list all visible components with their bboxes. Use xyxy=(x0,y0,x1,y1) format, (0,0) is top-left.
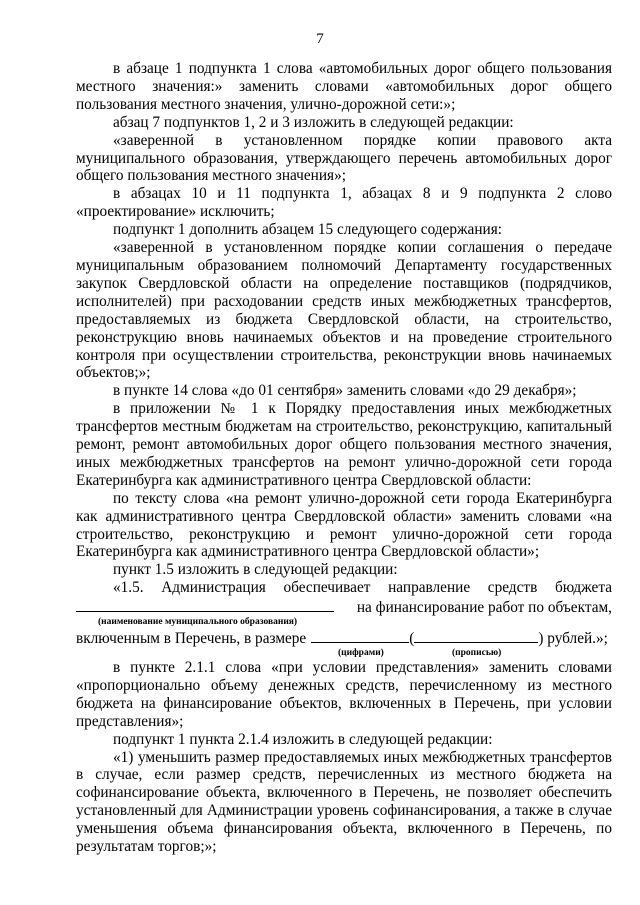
paragraph: по тексту слова «на ремонт улично-дорожной сети города Екатеринбурга как административного центра Свердловской области» заменить словами «на строительство, реконструкцию и ремонт улично-дорожной сети города Екатеринбурга как административного центра Свердловской области»; xyxy=(76,489,612,561)
page-number: 7 xyxy=(316,31,324,47)
paragraph: в абзаце 1 подпункта 1 слова «автомобильных дорог общего пользования местного значения:» заменить словами «автомобильных дорог общего пользования местного значения, улично-дорожной сети:»; xyxy=(76,60,612,113)
form-line-amount xyxy=(76,628,612,648)
paragraph: подпункт 1 пункта 2.1.4 изложить в следующей редакции: xyxy=(113,730,493,748)
paragraph: «1) уменьшить размер предоставляемых иных межбюджетных трансфертов в случае, если размер средств, перечисленных из местного бюджета на софинансирование объекта, включенного в Перечень, не позволяет обеспечить установленный для Администрации уровень софинансирования, а также в случае уменьшения объема финансирования объекта, включенного в Перечень, по результатам торгов;»; xyxy=(76,748,612,856)
caption-municipality: (наименование муниципального образования) xyxy=(98,617,298,628)
municipality-blank xyxy=(76,597,334,612)
paren-open: ( xyxy=(409,630,415,648)
form-line-municipality xyxy=(76,597,612,617)
caption-digits: (цифрами) xyxy=(338,648,384,658)
form-line-administration: «1.5. Администрация обеспечивает направление средств бюджета xyxy=(113,579,612,597)
amount-digits-blank xyxy=(311,628,409,643)
paragraph: абзац 7 подпунктов 1, 2 и 3 изложить в следующей редакции: xyxy=(113,113,514,131)
paragraph: подпункт 1 дополнить абзацем 15 следующего содержания: xyxy=(113,221,503,239)
paragraph: в пункте 14 слова «до 01 сентября» заменить словами «до 29 декабря»; xyxy=(113,382,577,400)
paragraph: в приложении № 1 к Порядку предоставления иных межбюджетных трансфертов местным бюджетам на строительство, реконструкцию, капитальный ремонт, ремонт автомобильных дорог общего пользования местного значения, иных межбюджетных трансфертов на ремонт улично-дорожной сети города Екатеринбурга как административного центра Свердловской области: xyxy=(76,400,612,489)
paragraph: «заверенной в установленном порядке копии правового акта муниципального образования, утверждающего перечень автомобильных дорог общего пользования местного значения»; xyxy=(76,131,612,185)
document-body xyxy=(76,60,612,856)
form-line-financing: на финансирование работ по объектам, xyxy=(356,599,612,617)
paragraph: в абзацах 10 и 11 подпункта 1, абзацах 8 и 9 подпункта 2 слово «проектирование» исключить; xyxy=(76,185,612,221)
amount-suffix: ) рублей.»; xyxy=(538,630,608,648)
paragraph: «заверенной в установленном порядке копии соглашения о передаче муниципальным образованием полномочий Департаменту государственных закупок Свердловской области на определение поставщиков (подрядчиков, исполнителей) при расходовании средств иных межбюджетных трансфертов, предоставляемых из бюджета Свердловской области, на строительство, реконструкцию вновь начинаемых объектов и на проведение строительного контроля при осуществлении строительства, реконструкции вновь начинаемых объектов;»; xyxy=(76,239,612,382)
form-template xyxy=(76,579,612,659)
paragraph: в пункте 2.1.1 слова «при условии представления» заменить словами «пропорционально объему денежных средств, перечисленному из местного бюджета на финансирование объектов, включенных в Перечень, при условии представления»; xyxy=(76,659,612,730)
amount-label: включенным в Перечень, в размере xyxy=(76,630,307,648)
amount-words-blank xyxy=(414,628,538,643)
caption-words: (прописью) xyxy=(452,648,502,658)
paragraph: пункт 1.5 изложить в следующей редакции: xyxy=(113,561,398,579)
